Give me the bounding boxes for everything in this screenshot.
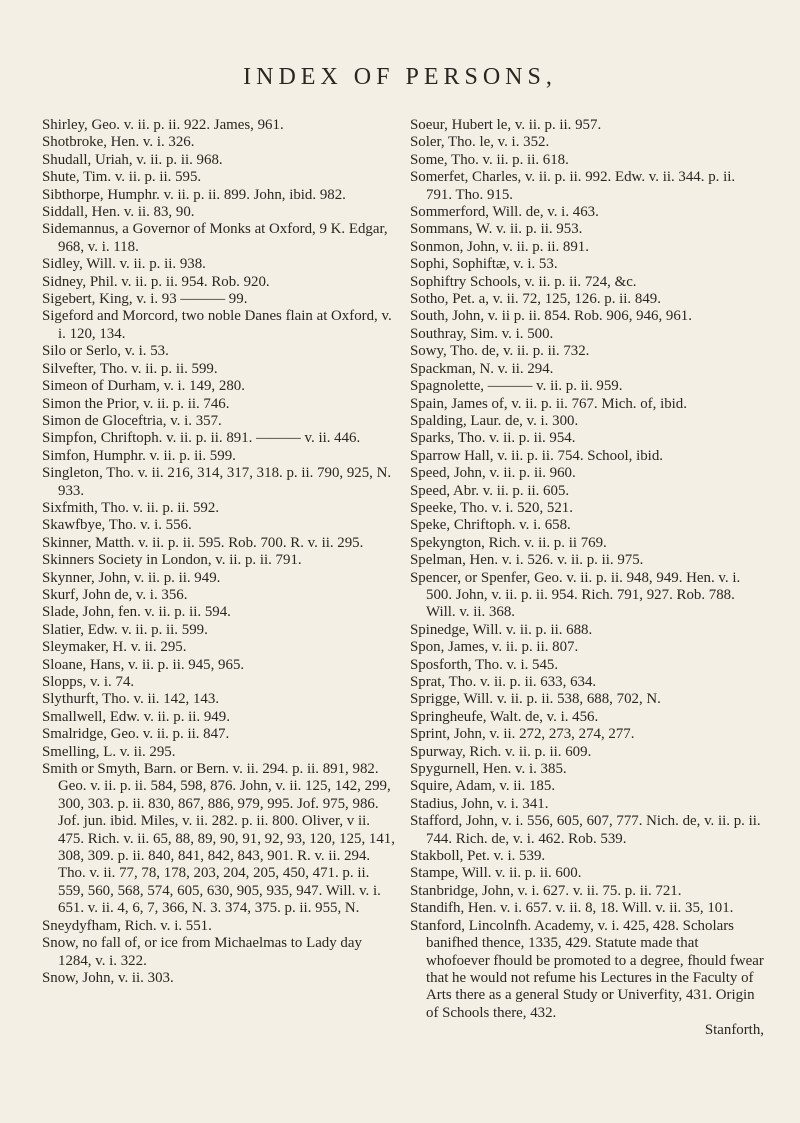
index-entry: Sigeford and Morcord, two noble Danes flain at Oxford, v. i. 120, 134.: [42, 308, 392, 342]
index-entry: Spurway, Rich. v. ii. p. ii. 609.: [410, 743, 592, 760]
index-entry: Sloane, Hans, v. ii. p. ii. 945, 965.: [42, 656, 245, 673]
index-entry: Slythurft, Tho. v. ii. 142, 143.: [42, 691, 220, 708]
index-entry: Smith or Smyth, Barn. or Bern. v. ii. 294. p. ii. 891, 982. Geo. v. ii. p. ii. 584, 598, 876. John, v. ii. 125, 142, 299, 300, 303. p. ii. 830, 867, 886, 979, 995. Jof. 975, 986. Jof. jun. ibid. Miles, v. ii. 282. p. ii. 800. Oliver, v ii. 475. Rich. v. ii. 65, 88, 89, 90, 91, 92, 93, 120, 125, 141, 308, 309. p. ii. 840, 841, 842, 843, 901. R. v. ii. 294. Tho. v. ii. 77, 78, 178, 203, 204, 205, 450, 471. p. ii. 559, 560, 568, 574, 605, 630, 905, 935, 947. Will. v. i. 651. v. ii. 4, 6, 7, 366, N. 3. 374, 375. p. ii. 955, N.: [42, 761, 395, 917]
index-entry: Sonmon, John, v. ii. p. ii. 891.: [410, 238, 589, 255]
index-entry: Spygurnell, Hen. v. i. 385.: [410, 761, 567, 778]
index-entry: Skinners Society in London, v. ii. p. ii. 791.: [42, 552, 302, 569]
index-entry: Simpfon, Chriftoph. v. ii. p. ii. 891. ——— v. ii. 446.: [42, 430, 361, 447]
index-entry: Sneydyfham, Rich. v. i. 551.: [42, 917, 212, 934]
index-entry: Speeke, Tho. v. i. 520, 521.: [410, 499, 573, 516]
index-entry: Spalding, Laur. de, v. i. 300.: [410, 412, 579, 429]
index-entry: Shudall, Uriah, v. ii. p. ii. 968.: [42, 151, 223, 168]
index-entry: Spagnolette, ——— v. ii. p. ii. 959.: [410, 378, 623, 395]
index-entry: Sidley, Will. v. ii. p. ii. 938.: [42, 256, 206, 273]
index-entry: Spekyngton, Rich. v. ii. p. ii 769.: [410, 534, 607, 551]
index-entry: Southray, Sim. v. i. 500.: [410, 325, 554, 342]
index-entry: Some, Tho. v. ii. p. ii. 618.: [410, 151, 569, 168]
index-entry: Stadius, John, v. i. 341.: [410, 795, 549, 812]
index-entry: Sprigge, Will. v. ii. p. ii. 538, 688, 702, N.: [410, 691, 661, 708]
index-entry: Smelling, L. v. ii. 295.: [42, 743, 176, 760]
running-header: INDEX OF PERSONS,: [243, 64, 557, 90]
index-entry: Spelman, Hen. v. i. 526. v. ii. p. ii. 975.: [410, 552, 644, 569]
index-entry: Sidney, Phil. v. ii. p. ii. 954. Rob. 920.: [42, 273, 270, 290]
index-entry: Soeur, Hubert le, v. ii. p. ii. 957.: [410, 117, 602, 133]
index-entry: Sibthorpe, Humphr. v. ii. p. ii. 899. John, ibid. 982.: [42, 186, 346, 203]
right-column-entries: [410, 117, 764, 1022]
index-entry: Siddall, Hen. v. ii. 83, 90.: [42, 204, 195, 221]
index-entry: Simfon, Humphr. v. ii. p. ii. 599.: [42, 447, 236, 464]
index-entry: Sparrow Hall, v. ii. p. ii. 754. School, ibid.: [410, 447, 663, 464]
index-entry: Spackman, N. v. ii. 294.: [410, 360, 554, 377]
index-entry: Stanford, Lincolnfh. Academy, v. i. 425, 428. Scholars banifhed thence, 1335, 429. Statute made that whofoever fhould be promoted to a degree, fhould fwear that he would not refume his Lectures in the Faculty of Arts there as a general Study or Univerfity, 431. Origin of Schools there, 432.: [410, 917, 764, 1021]
index-entry: Simeon of Durham, v. i. 149, 280.: [42, 378, 245, 395]
index-entry: Skawfbye, Tho. v. i. 556.: [42, 517, 192, 534]
index-entry: Sidemannus, a Governor of Monks at Oxford, 9 K. Edgar, 968, v. i. 118.: [42, 221, 388, 255]
index-entry: Sposforth, Tho. v. i. 545.: [410, 656, 559, 673]
index-entry: Sigebert, King, v. i. 93 ——— 99.: [42, 291, 248, 308]
index-entry: Shotbroke, Hen. v. i. 326.: [42, 134, 195, 151]
index-entry: Speke, Chriftoph. v. i. 658.: [410, 517, 571, 534]
index-entry: Sophiftry Schools, v. ii. p. ii. 724, &c.: [410, 273, 637, 290]
index-entry: Stanbridge, John, v. i. 627. v. ii. 75. p. ii. 721.: [410, 882, 682, 899]
index-entry: Shirley, Geo. v. ii. p. ii. 922. James, 961.: [42, 117, 284, 133]
index-entry: Smalridge, Geo. v. ii. p. ii. 847.: [42, 726, 230, 743]
index-entry: Stakboll, Pet. v. i. 539.: [410, 848, 546, 865]
index-entry: Slade, John, fen. v. ii. p. ii. 594.: [42, 604, 231, 621]
index-entry: South, John, v. ii p. ii. 854. Rob. 906, 946, 961.: [410, 308, 692, 325]
index-entry: Sophi, Sophiftæ, v. i. 53.: [410, 256, 558, 273]
index-entry: Skurf, John de, v. i. 356.: [42, 586, 188, 603]
index-entry: Somerfet, Charles, v. ii. p. ii. 992. Edw. v. ii. 344. p. ii. 791. Tho. 915.: [410, 169, 736, 203]
index-entry: Soler, Tho. le, v. i. 352.: [410, 134, 550, 151]
index-entry: Slatier, Edw. v. ii. p. ii. 599.: [42, 621, 208, 638]
index-entry: Speed, Abr. v. ii. p. ii. 605.: [410, 482, 570, 499]
index-entry: Simon the Prior, v. ii. p. ii. 746.: [42, 395, 230, 412]
index-entry: Sotho, Pet. a, v. ii. 72, 125, 126. p. ii. 849.: [410, 291, 661, 308]
index-entry: Snow, John, v. ii. 303.: [42, 969, 174, 986]
index-entry: Speed, John, v. ii. p. ii. 960.: [410, 465, 576, 482]
index-entry: Spain, James of, v. ii. p. ii. 767. Mich. of, ibid.: [410, 395, 687, 412]
index-entry: Stampe, Will. v. ii. p. ii. 600.: [410, 865, 582, 882]
index-entry: Standifh, Hen. v. i. 657. v. ii. 8, 18. Will. v. ii. 35, 101.: [410, 900, 734, 917]
index-entry: Sprat, Tho. v. ii. p. ii. 633, 634.: [410, 674, 597, 690]
index-entry: Spencer, or Spenfer, Geo. v. ii. p. ii. 948, 949. Hen. v. i. 500. John, v. ii. p. ii. 954. Rich. 791, 927. Rob. 788. Will. v. ii. 368.: [410, 569, 741, 621]
index-entry: Singleton, Tho. v. ii. 216, 314, 317, 318. p. ii. 790, 925, N. 933.: [42, 465, 392, 499]
index-entry: Slopps, v. i. 74.: [42, 674, 135, 690]
index-entry: Simon de Gloceftria, v. i. 357.: [42, 412, 222, 429]
left-column: [42, 117, 396, 987]
right-column: [410, 117, 764, 1040]
index-entry: Sixfmith, Tho. v. ii. p. ii. 592.: [42, 499, 220, 516]
index-entry: Silo or Serlo, v. i. 53.: [42, 343, 169, 360]
index-entry: Springheufe, Walt. de, v. i. 456.: [410, 708, 599, 725]
index-entry: Spinedge, Will. v. ii. p. ii. 688.: [410, 621, 593, 638]
index-entry: Spon, James, v. ii. p. ii. 807.: [410, 639, 579, 656]
index-entry: Sleymaker, H. v. ii. 295.: [42, 639, 187, 656]
index-entry: Silvefter, Tho. v. ii. p. ii. 599.: [42, 360, 218, 377]
catchword: Stanforth,: [704, 1022, 764, 1039]
index-entry: Skinner, Matth. v. ii. p. ii. 595. Rob. 700. R. v. ii. 295.: [42, 534, 364, 551]
index-entry: Sommerford, Will. de, v. i. 463.: [410, 204, 599, 221]
index-entry: Sparks, Tho. v. ii. p. ii. 954.: [410, 430, 576, 447]
index-entry: Sommans, W. v. ii. p. ii. 953.: [410, 221, 583, 238]
index-entry: Sprint, John, v. ii. 272, 273, 274, 277.: [410, 726, 635, 743]
index-entry: Shute, Tim. v. ii. p. ii. 595.: [42, 169, 202, 186]
index-entry: Stafford, John, v. i. 556, 605, 607, 777. Nich. de, v. ii. p. ii. 744. Rich. de, v. i. 462. Rob. 539.: [410, 813, 761, 847]
index-entry: Skynner, John, v. ii. p. ii. 949.: [42, 569, 221, 586]
index-entry: Smallwell, Edw. v. ii. p. ii. 949.: [42, 708, 230, 725]
index-entry: Snow, no fall of, or ice from Michaelmas to Lady day 1284, v. i. 322.: [42, 935, 362, 969]
index-entry: Sowy, Tho. de, v. ii. p. ii. 732.: [410, 343, 590, 360]
index-entry: Squire, Adam, v. ii. 185.: [410, 778, 556, 795]
